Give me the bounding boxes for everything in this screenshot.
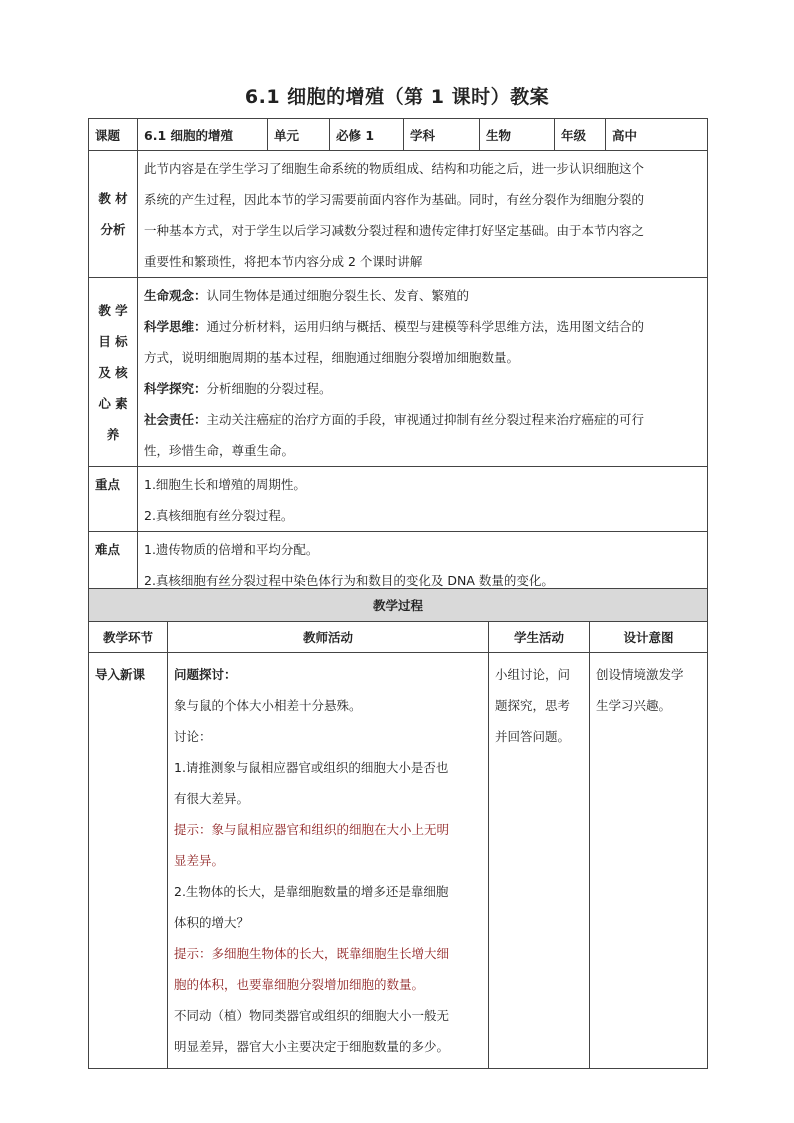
column-header-teacher: 教师活动 [168, 622, 489, 653]
goal-text: 性，珍惜生命，尊重生命。 [144, 443, 295, 458]
goal-text: 认同生物体是通过细胞分裂生长、发育、繁殖的 [206, 288, 470, 303]
goals-label-line: 目 标 [98, 333, 128, 349]
goal-text: 通过分析材料，运用归纳与概括、模型与建模等科学思维方法，选用图文结合的 [206, 319, 645, 334]
teacher-line: 明显差异，器官大小主要决定于细胞数量的多少。 [174, 1039, 450, 1054]
teaching-process-table [88, 588, 708, 1069]
column-header-stage: 教学环节 [89, 622, 168, 653]
analysis-label [89, 151, 138, 278]
goal-key: 社会责任： [144, 412, 207, 427]
goal-item [144, 373, 701, 404]
unit-value: 必修 1 [330, 119, 404, 151]
analysis-label-line: 教 材 [98, 191, 128, 206]
teacher-hint-line: 提示：象与鼠相应器官和组织的细胞在大小上无明 [174, 822, 450, 837]
goals-label-line: 及 核 [98, 364, 128, 380]
teacher-hint-line: 显差异。 [174, 853, 225, 868]
teacher-line: 2.生物体的长大，是靠细胞数量的增多还是靠细胞 [174, 884, 449, 899]
teacher-line: 讨论： [174, 729, 212, 744]
goal-key: 生命观念： [144, 288, 207, 303]
key-points-label: 重点 [89, 467, 138, 532]
analysis-line: 此节内容是在学生学习了细胞生命系统的物质组成、结构和功能之后，进一步认识细胞这个 [144, 161, 645, 176]
grade-label: 年级 [555, 119, 606, 151]
design-intent-cell [590, 653, 708, 1069]
goals-label-line: 养 [106, 426, 120, 442]
goal-text: 分析细胞的分裂过程。 [206, 381, 332, 396]
column-header-student: 学生活动 [489, 622, 590, 653]
analysis-line: 一种基本方式，对于学生以后学习减数分裂过程和遗传定律打好坚定基础。由于本节内容之 [144, 223, 645, 238]
student-line: 小组讨论，问 [495, 667, 571, 682]
intent-line: 生学习兴趣。 [596, 698, 672, 713]
difficulty-line: 2.真核细胞有丝分裂过程中染色体行为和数目的变化及 DNA 数量的变化。 [144, 573, 554, 588]
subject-label: 学科 [404, 119, 480, 151]
student-line: 题探究，思考 [495, 698, 571, 713]
teacher-line: 问题探讨： [174, 667, 237, 682]
unit-label: 单元 [268, 119, 330, 151]
teacher-hint-line: 提示：多细胞生物体的长大，既靠细胞生长增大细 [174, 946, 450, 961]
teacher-activity-cell [168, 653, 489, 1069]
student-activity-cell [489, 653, 590, 1069]
goal-key: 科学探究： [144, 381, 207, 396]
teacher-line: 象与鼠的个体大小相差十分悬殊。 [174, 698, 362, 713]
key-point-line: 2.真核细胞有丝分裂过程。 [144, 508, 294, 523]
intent-line: 创设情境激发学 [596, 667, 684, 682]
student-line: 并回答问题。 [495, 729, 571, 744]
topic-label: 课题 [89, 119, 138, 151]
goals-label-line: 教 学 [98, 302, 128, 318]
goal-item [144, 404, 701, 435]
teacher-hint-line: 胞的体积，也要靠细胞分裂增加细胞的数量。 [174, 977, 425, 992]
page-title: 6.1 细胞的增殖（第 1 课时）教案 [244, 86, 550, 108]
goal-key: 科学思维： [144, 319, 207, 334]
difficulties-label: 难点 [89, 532, 138, 597]
process-section-title: 教学过程 [89, 589, 708, 622]
subject-value: 生物 [480, 119, 555, 151]
topic-value: 6.1 细胞的增殖 [138, 119, 268, 151]
stage-cell: 导入新课 [89, 653, 168, 1069]
goal-item [144, 311, 701, 342]
analysis-line: 重要性和繁琐性，将把本节内容分成 2 个课时讲解 [144, 254, 423, 269]
key-points-content [138, 467, 708, 532]
analysis-line: 系统的产生过程，因此本节的学习需要前面内容作为基础。同时，有丝分裂作为细胞分裂的 [144, 192, 645, 207]
teacher-line: 不同动（植）物同类器官或组织的细胞大小一般无 [174, 1008, 450, 1023]
teacher-line: 体积的增大？ [174, 915, 250, 930]
analysis-label-line: 分析 [100, 222, 126, 237]
grade-value: 高中 [606, 119, 708, 151]
key-point-line: 1.细胞生长和增殖的周期性。 [144, 477, 306, 492]
difficulties-content [138, 532, 708, 597]
goal-text: 方式，说明细胞周期的基本过程，细胞通过细胞分裂增加细胞数量。 [144, 350, 520, 365]
analysis-content [138, 151, 708, 278]
goals-content [138, 278, 708, 467]
goal-text: 主动关注癌症的治疗方面的手段，审视通过抑制有丝分裂过程来治疗癌症的可行 [206, 412, 645, 427]
column-header-intent: 设计意图 [590, 622, 708, 653]
teacher-line: 1.请推测象与鼠相应器官或组织的细胞大小是否也 [174, 760, 449, 775]
difficulty-line: 1.遗传物质的倍增和平均分配。 [144, 542, 319, 557]
goals-label-line: 心 素 [98, 395, 128, 411]
goal-item [144, 280, 701, 311]
goals-label [89, 278, 138, 467]
lesson-info-table [88, 118, 708, 597]
teacher-line: 有很大差异。 [174, 791, 250, 806]
